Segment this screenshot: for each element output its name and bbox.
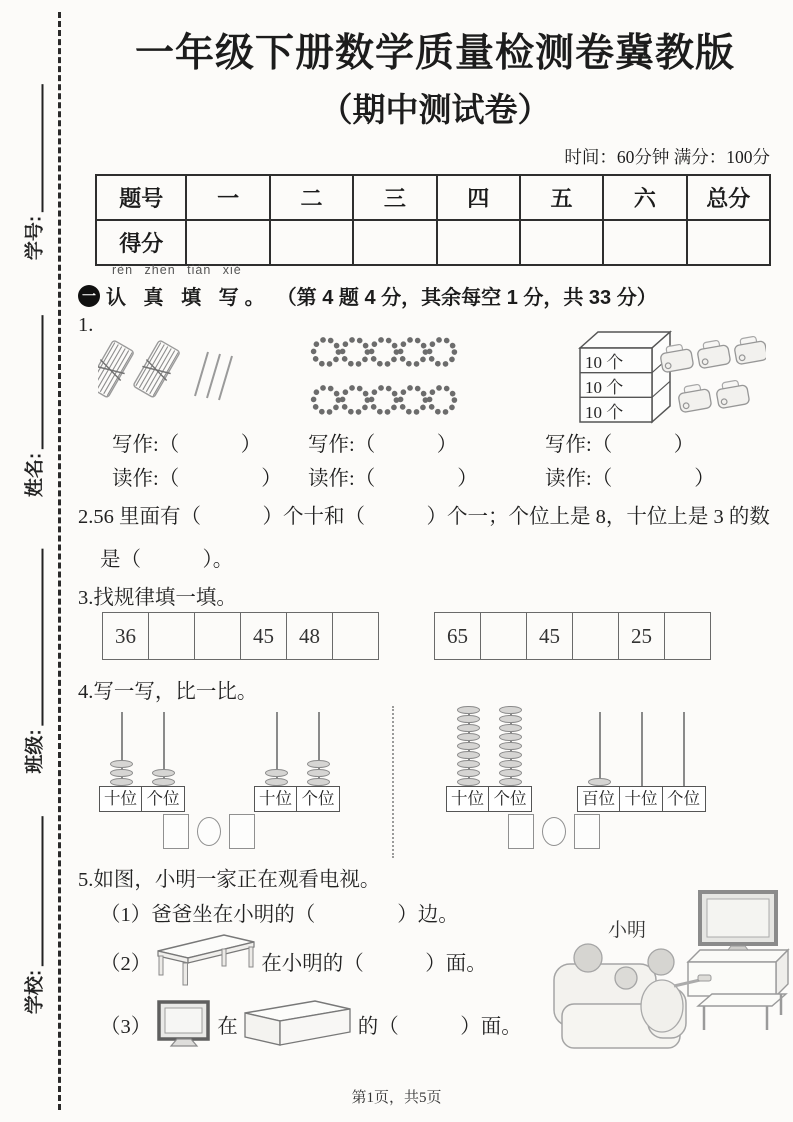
q5-item3-text: 的（ ）面。	[357, 1016, 522, 1038]
abacus-figure-2	[255, 712, 340, 812]
section1-pinyin: rèn zhēn tián xiě	[112, 263, 242, 277]
comparison-circle	[197, 817, 221, 846]
seq-cell	[665, 613, 711, 660]
score-header-col: 二	[270, 175, 353, 220]
q1-write-line: 写作:（ ）	[545, 434, 695, 456]
sticks-bundles-icon	[98, 330, 236, 426]
abacus-bead	[457, 706, 480, 715]
q1-read-line: 读作:（ ）	[308, 468, 478, 490]
box-row-label: 10 个	[585, 353, 624, 372]
answer-square	[574, 814, 600, 849]
abacus-bead	[457, 724, 480, 733]
q1-number: 1.	[78, 314, 94, 336]
class-blank-line	[28, 548, 44, 725]
place-value-label: 个位	[141, 786, 185, 812]
fold-dashed-line	[58, 12, 61, 1110]
abacus-bead	[265, 778, 288, 787]
school-blank-line	[28, 816, 44, 966]
abacus-rod	[489, 712, 531, 786]
abacus-bead	[499, 751, 522, 760]
seq-cell: 45	[241, 613, 287, 660]
q4-dotted-divider	[392, 706, 394, 858]
abacus-bead	[152, 778, 175, 787]
class-field	[20, 548, 47, 773]
q5-item2-number: （2）	[100, 953, 152, 975]
q2-line2: 是（ ）。	[100, 549, 234, 571]
section1-header	[78, 281, 657, 310]
abacus-bead	[110, 760, 133, 769]
seq-cell: 36	[103, 613, 149, 660]
seq-cell	[573, 613, 619, 660]
place-value-label: 个位	[488, 786, 532, 812]
name-field	[20, 315, 47, 497]
seq-cell: 45	[527, 613, 573, 660]
score-table-score-row	[96, 220, 770, 265]
q3-label: 3.找规律填一填。	[78, 587, 237, 609]
q3-sequence-table-2	[434, 612, 711, 660]
score-header-col: 四	[437, 175, 520, 220]
seq-cell	[195, 613, 241, 660]
place-value-label: 个位	[296, 786, 340, 812]
q4-label: 4.写一写，比一比。	[78, 681, 258, 703]
q5-item3-number: （3）	[100, 1016, 152, 1038]
abacus-figure-1	[100, 712, 185, 812]
page-number: 第1页，共5页	[351, 1090, 442, 1106]
student-id-field	[20, 84, 47, 260]
seq-cell: 48	[287, 613, 333, 660]
q5-label: 5.如图，小明一家正在观看电视。	[78, 869, 381, 891]
time-score-info: 时间：60分钟 满分：100分	[564, 147, 770, 167]
answer-square	[163, 814, 189, 849]
student-id-blank-line	[28, 84, 44, 212]
score-table	[95, 174, 771, 266]
box-row-label: 10 个	[585, 403, 624, 422]
place-value-label: 十位	[619, 786, 663, 812]
abacus-bead	[499, 715, 522, 724]
seq-cell: 25	[619, 613, 665, 660]
q5-item3	[100, 999, 522, 1049]
abacus-rod	[662, 712, 704, 786]
abacus-bead	[499, 706, 522, 715]
section-number-badge: 一	[78, 285, 100, 307]
abacus-figure-3	[447, 712, 532, 812]
xiaoming-label: 小明	[608, 920, 647, 941]
abacus-bead	[457, 715, 480, 724]
abacus-rod	[100, 712, 142, 786]
q3-sequence-table-1	[102, 612, 379, 660]
abacus-bead	[457, 742, 480, 751]
abacus-bead	[265, 769, 288, 778]
abacus-bead	[110, 769, 133, 778]
abacus-bead	[307, 760, 330, 769]
abacus-figure-4	[578, 712, 706, 812]
abacus-bead	[499, 724, 522, 733]
name-blank-line	[28, 315, 44, 449]
comparison-boxes-right	[508, 814, 600, 849]
section1-title: 认 真 填 写。	[106, 287, 271, 309]
tv-watching-scene	[548, 882, 790, 1068]
score-cell	[687, 220, 770, 265]
abacus-rod	[297, 712, 339, 786]
student-id-label: 学号:	[24, 215, 46, 261]
q5-item3-mid-text: 在	[217, 1016, 238, 1038]
abacus-bead	[457, 769, 480, 778]
abacus-rod	[255, 712, 297, 786]
abacus-rod	[578, 712, 620, 786]
section1-score-note: （第 4 题 4 分，其余每空 1 分，共 33 分）	[276, 287, 657, 309]
seq-cell	[333, 613, 379, 660]
abacus-bead	[588, 778, 611, 787]
score-header-col: 总分	[687, 175, 770, 220]
school-label: 学校:	[24, 969, 46, 1015]
answer-square	[508, 814, 534, 849]
abacus-bead	[457, 778, 480, 787]
q2-line1: 2.56 里面有（ ）个十和（ ）个一；个位上是 8，十位上是 3 的数	[78, 506, 770, 528]
class-label: 班级:	[24, 729, 46, 774]
score-cell	[270, 220, 353, 265]
comparison-boxes-left	[163, 814, 255, 849]
score-cell	[353, 220, 436, 265]
score-header-col: 三	[353, 175, 436, 220]
place-value-label: 十位	[254, 786, 298, 812]
tv-icon	[156, 999, 212, 1049]
seq-cell	[481, 613, 527, 660]
bead-wreaths-icon	[310, 336, 458, 422]
seq-cell	[149, 613, 195, 660]
score-header-col: 一	[186, 175, 269, 220]
score-cell	[437, 220, 520, 265]
q1-read-line: 读作:（ ）	[545, 468, 715, 490]
score-header-col: 六	[603, 175, 686, 220]
abacus-bead	[457, 760, 480, 769]
abacus-bead	[457, 733, 480, 742]
abacus-rod	[142, 712, 184, 786]
score-cell	[520, 220, 603, 265]
tv-cabinet-icon	[243, 999, 353, 1049]
abacus-bead	[499, 760, 522, 769]
abacus-bead	[499, 733, 522, 742]
q2-text	[78, 496, 773, 582]
place-value-label: 个位	[662, 786, 706, 812]
q5-item2-text: 在小明的（ ）面。	[261, 953, 487, 975]
name-label: 姓名:	[24, 452, 46, 498]
abacus-bead	[499, 769, 522, 778]
score-row-label: 得分	[96, 220, 186, 265]
sharpeners-icon	[652, 334, 766, 426]
paper-subtitle: （期中测试卷）	[319, 93, 551, 129]
abacus-bead	[499, 742, 522, 751]
score-cell	[603, 220, 686, 265]
abacus-bead	[307, 778, 330, 787]
answer-square	[229, 814, 255, 849]
paper-title: 一年级下册数学质量检测卷冀教版	[134, 32, 735, 75]
abacus-bead	[152, 769, 175, 778]
seq-cell: 65	[435, 613, 481, 660]
place-value-label: 百位	[577, 786, 621, 812]
q5-item2	[100, 933, 487, 989]
school-field	[20, 816, 47, 1014]
abacus-rod	[447, 712, 489, 786]
score-cell	[186, 220, 269, 265]
q1-write-line: 写作:（ ）	[112, 434, 262, 456]
abacus-bead	[457, 751, 480, 760]
abacus-bead	[499, 778, 522, 787]
comparison-circle	[542, 817, 566, 846]
score-table-header-row	[96, 175, 770, 220]
abacus-bead	[307, 769, 330, 778]
box-row-label: 10 个	[585, 378, 624, 397]
score-header-corner: 题号	[96, 175, 186, 220]
score-header-col: 五	[520, 175, 603, 220]
q5-item1: （1）爸爸坐在小明的（ ）边。	[100, 904, 459, 926]
abacus-bead	[110, 778, 133, 787]
tea-table-icon	[156, 933, 256, 989]
place-value-label: 十位	[446, 786, 490, 812]
abacus-rod	[620, 712, 662, 786]
place-value-label: 十位	[99, 786, 143, 812]
q1-read-line: 读作:（ ）	[112, 468, 282, 490]
q1-write-line: 写作:（ ）	[308, 434, 458, 456]
